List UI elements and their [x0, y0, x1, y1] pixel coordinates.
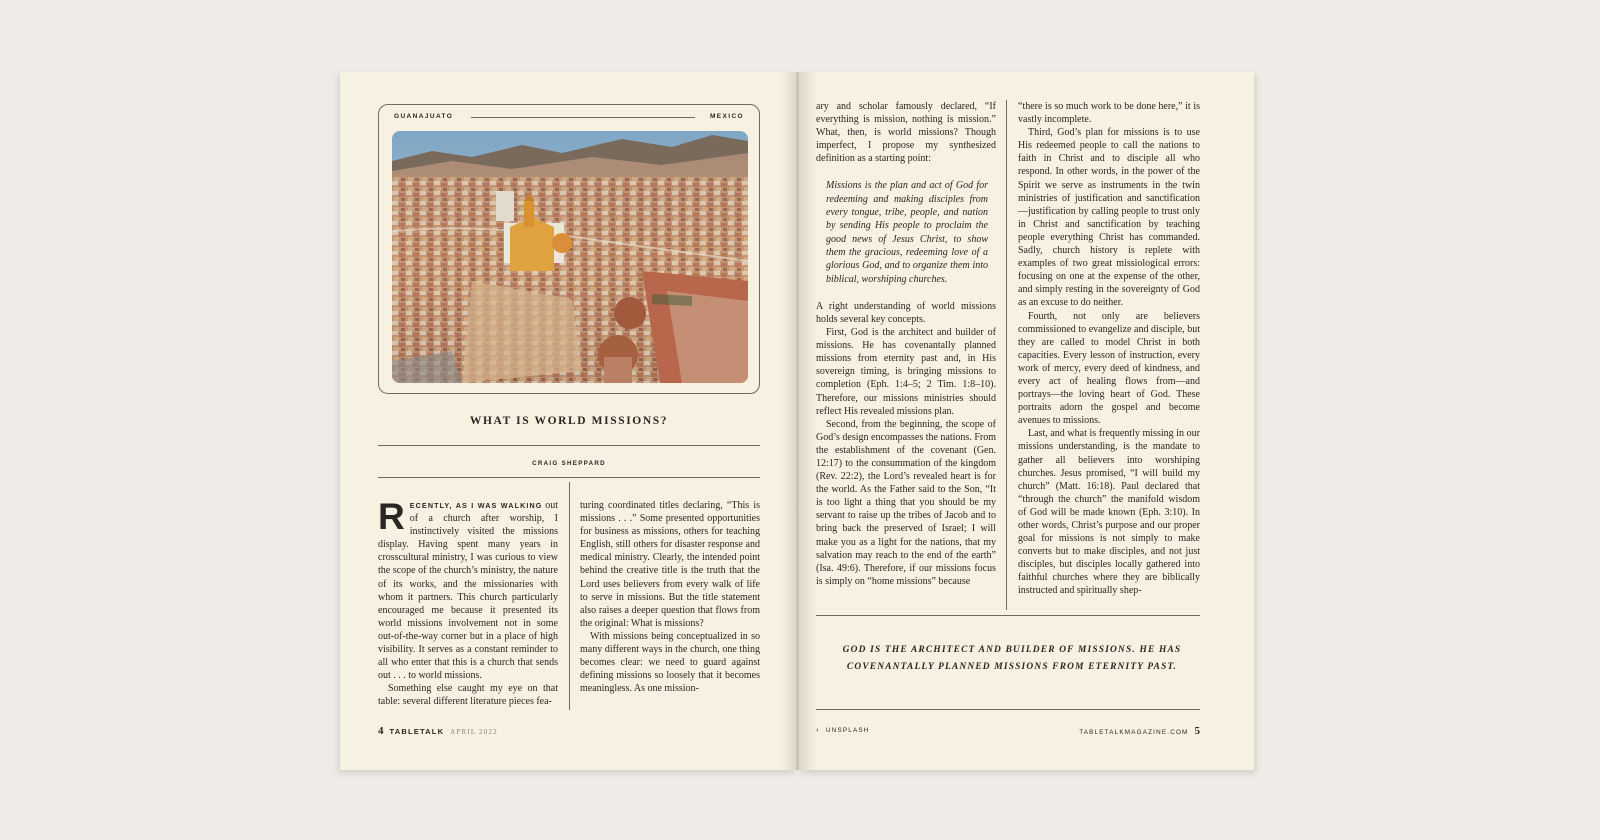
paragraph: A right understanding of world missions holds several key concepts. [816, 300, 996, 325]
right-column-1 [816, 100, 996, 588]
photo-credit-label: UNSPLASH [825, 727, 870, 734]
paragraph: Last, and what is frequently missing in our missions understanding, is the mandate to gather all believers into worshiping churches. Jesus promised, “I will build my church” (Matt. 16:18). Paul declared that “through the church” the manifold wisdom of God will be made known (Eph. 3:10). In other words, Christ’s purpose and our proper goal for missions is not simply to make converts but to make disciples, and not just disciples, but disciples locally gathered into faithful churches where they are biblically instructed and spiritually shep- [1018, 428, 1200, 597]
photo-frame [378, 104, 760, 394]
byline: CRAIG SHEPPARD [532, 460, 606, 467]
column-divider [1006, 100, 1007, 610]
photo-location-city: GUANAJUATO [394, 113, 454, 120]
chevron-left-icon: ‹ [816, 725, 820, 734]
column-divider [569, 482, 570, 710]
magazine-name: TABLETALK [389, 727, 445, 736]
page-number: 5 [1194, 725, 1200, 737]
website: TABLETALKMAGAZINE.COM [1079, 729, 1189, 736]
title-rule-bottom [378, 477, 760, 478]
paragraph: Third, God’s plan for missions is to use His redeemed people to call the nations to faith in Christ and to disciple all who respond. In other words, in the power of the Spirit we serve as instruments in the twin ministries of justification and sanctification—justification by calling people to trust only in Christ and sanctification by teaching people everything Christ has commanded. Sadly, church history is replete with examples of two great missiological errors: focusing on one at the expense of the other, and simply resting in the sovereignty of God as an excuse to do neither. [1018, 127, 1200, 309]
photo-location-divider [471, 117, 695, 118]
photo-location-country: MEXICO [709, 113, 744, 120]
magazine-spread [340, 72, 1254, 770]
right-page [798, 72, 1254, 770]
paragraph: ary and scholar famously declared, “If everything is mission, nothing is mission.” What, then, is world missions? Though imperfect, I propose my synthesized definition as a starting point: [816, 101, 996, 165]
paragraph: With missions being conceptualized in so many different ways in the church, one thing becomes clear: we need to guard against defining missions so loosely that it becomes meaningless. As one mission- [580, 630, 760, 695]
right-folio [1079, 725, 1200, 737]
lead-in: ECENTLY, AS I WAS WALKING [409, 501, 543, 510]
paragraph: turing coordinated titles declaring, “This is missions . . .” Some presented opportunities for business as missions, others for teaching English, still others for disaster response and medical ministry. Clearly, the intended point behind the creative title is the truth that the Lord uses believers from every walk of life to serve in missions. But the title statement also raises a deeper question that flows from the original: What is missions? [580, 500, 760, 629]
paragraph: Second, from the beginning, the scope of God’s design encompasses the nations. From the establishment of the covenant (Gen. 12:17) to the consummation of the kingdom (Rev. 22:2), the Lord’s revealed heart is for the world. As the Father said to the Son, “It is too light a thing that you should be my servant to raise up the tribes of Jacob and to bring back the preserved of Israel; I will make you as a light for the nations, that my salvation may reach to the end of the earth” (Isa. 49:6). Therefore, if our missions focus is simply on “home missions” because [816, 418, 996, 587]
issue-date: APRIL 2022 [450, 729, 498, 736]
paragraph: Fourth, not only are believers commissioned to evangelize and disciple, but they are called to model Christ in both capacities. Every lesson of instruction, every work of mercy, every deed of kindness, and every act of healing flows from—and portrays—the loving heart of God. These portraits adorn the gospel and become avenues to missions. [1018, 310, 1200, 427]
paragraph: “there is so much work to be done here,” it is vastly incomplete. [1018, 101, 1200, 126]
pull-quote: GOD IS THE ARCHITECT AND BUILDER OF MISSIONS. HE HAS COVENANTALLY PLANNED MISSIONS FROM ETERNITY PAST. [842, 645, 1182, 672]
pullquote-rule-top [816, 615, 1200, 616]
page-number: 4 [378, 725, 384, 737]
city-photo [392, 131, 748, 383]
paragraph: Something else caught my eye on that table: several different literature pieces fea- [378, 683, 558, 708]
definition-quote: Missions is the plan and act of God for redeeming and making disciples from every tongue, tribe, people, and nation by sending His people to proclaim the good news of Jesus Christ, to show them the gracious, redeeming love of a glorious God, and to organize them into biblical, worshiping churches. [826, 180, 988, 285]
pullquote-rule-bottom [816, 709, 1200, 710]
paragraph: out of a church after worship, I instinctively visited the missions display. Having spent many years in crosscultural ministry, I was curious to view the scope of the church’s ministry, the nature of its works, and the missionaries with whom it partners. This church particularly encouraged me because it presented its world missions involvement not in some out-of-the-way corner but in a place of high visibility. It serves as a constant reminder to all who enter that this is a church that sends out . . . to world missions. [378, 500, 559, 682]
left-page [340, 72, 796, 770]
right-column-2 [1018, 100, 1200, 598]
left-folio [378, 725, 498, 737]
title-rule-top [378, 445, 760, 446]
article-title: WHAT IS WORLD MISSIONS? [469, 415, 669, 427]
drop-cap: R [378, 496, 405, 537]
left-column-2 [580, 499, 760, 695]
left-column-1 [378, 496, 559, 709]
paragraph: First, God is the architect and builder of missions. He has covenantally planned missions from eternity past and, in His sovereign timing, is bringing missions to completion (Eph. 1:4–5; 2 Tim. 1:8–10). Therefore, our missions ministries should reflect His revealed missions plan. [816, 327, 996, 417]
photo-credit [816, 725, 870, 734]
